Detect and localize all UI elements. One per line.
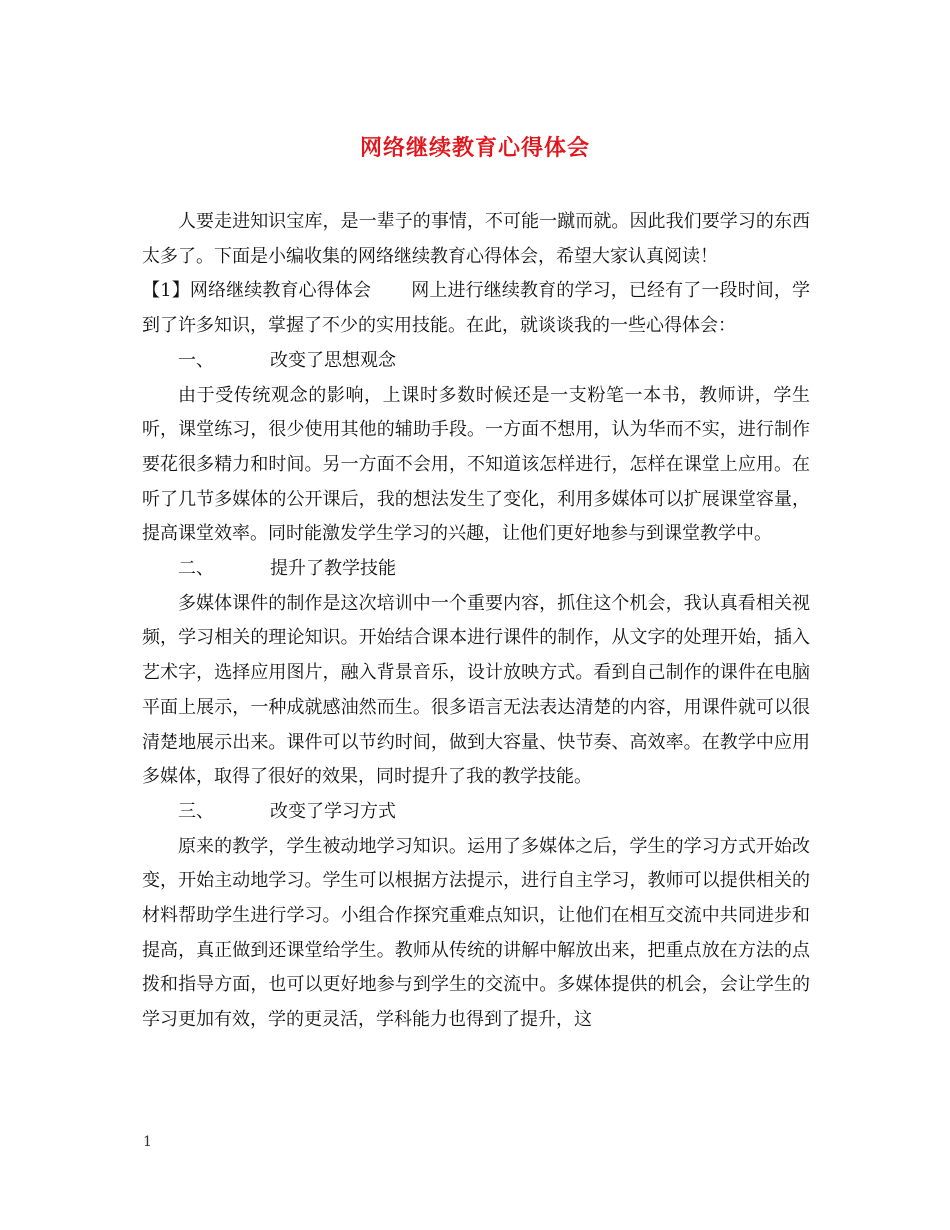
section-number-1: 一、 — [178, 349, 214, 371]
section-label: 【1】网络继续教育心得体会 — [142, 280, 372, 302]
section-text-1: 由于受传统观念的影响，上课时多数时候还是一支粉笔一本书，教师讲，学生听，课堂练习，很少使用其他的辅助手段。一方面不想用，认为华而不实，进行制作要花很多精力和时间。另一方面不会用，不知道该怎样进行，怎样在课堂上应用。在听了几节多媒体的公开课后，我的想法发生了变化，利用多媒体可以扩展课堂容量，提高课堂效率。同时能激发学生学习的兴趣，让他们更好地参与到课堂教学中。 — [142, 384, 810, 545]
section-title-1: 改变了思想观念 — [270, 349, 396, 371]
section-text-3: 原来的教学，学生被动地学习知识。运用了多媒体之后，学生的学习方式开始改变，开始主动地学习。学生可以根据方法提示，进行自主学习，教师可以提供相关的材料帮助学生进行学习。小组合作探究重难点知识，让他们在相互交流中共同进步和提高，真正做到还课堂给学生。教师从传统的讲解中解放出来，把重点放在方法的点拨和指导方面，也可以更好地参与到学生的交流中。多媒体提供的机会，会让学生的学习更加有效，学的更灵活，学科能力也得到了提升，这 — [142, 835, 810, 1031]
section-number-2: 二、 — [178, 558, 214, 580]
section-heading-3 — [142, 795, 810, 830]
document-body — [142, 205, 810, 1038]
section-paragraph — [142, 274, 810, 343]
section-heading-2 — [142, 552, 810, 587]
section-heading-1 — [142, 344, 810, 379]
section-title-3: 改变了学习方式 — [270, 800, 396, 822]
section-number-3: 三、 — [178, 800, 214, 822]
section-text-2: 多媒体课件的制作是这次培训中一个重要内容，抓住这个机会，我认真看相关视频，学习相关的理论知识。开始结合课本进行课件的制作，从文字的处理开始，插入艺术字，选择应用图片，融入背景音乐，设计放映方式。看到自己制作的课件在电脑平面上展示，一种成就感油然而生。很多语言无法表达清楚的内容，用课件就可以很清楚地展示出来。课件可以节约时间，做到大容量、快节奏、高效率。在教学中应用多媒体，取得了很好的效果，同时提升了我的教学技能。 — [142, 592, 810, 788]
opening-text: 网上进行继续教育的学习，已经有了一段时间，学到了许多知识，掌握了不少的实用技能。在此，就谈谈我的一些心得体会： — [142, 280, 810, 337]
section-title-2: 提升了教学技能 — [270, 558, 396, 580]
page-number: 1 — [143, 1134, 152, 1150]
intro-paragraph: 人要走进知识宝库，是一辈子的事情，不可能一蹴而就。因此我们要学习的东西太多了。下面是小编收集的网络继续教育心得体会，希望大家认真阅读！ — [142, 211, 810, 267]
document-title: 网络继续教育心得体会 — [359, 135, 590, 161]
